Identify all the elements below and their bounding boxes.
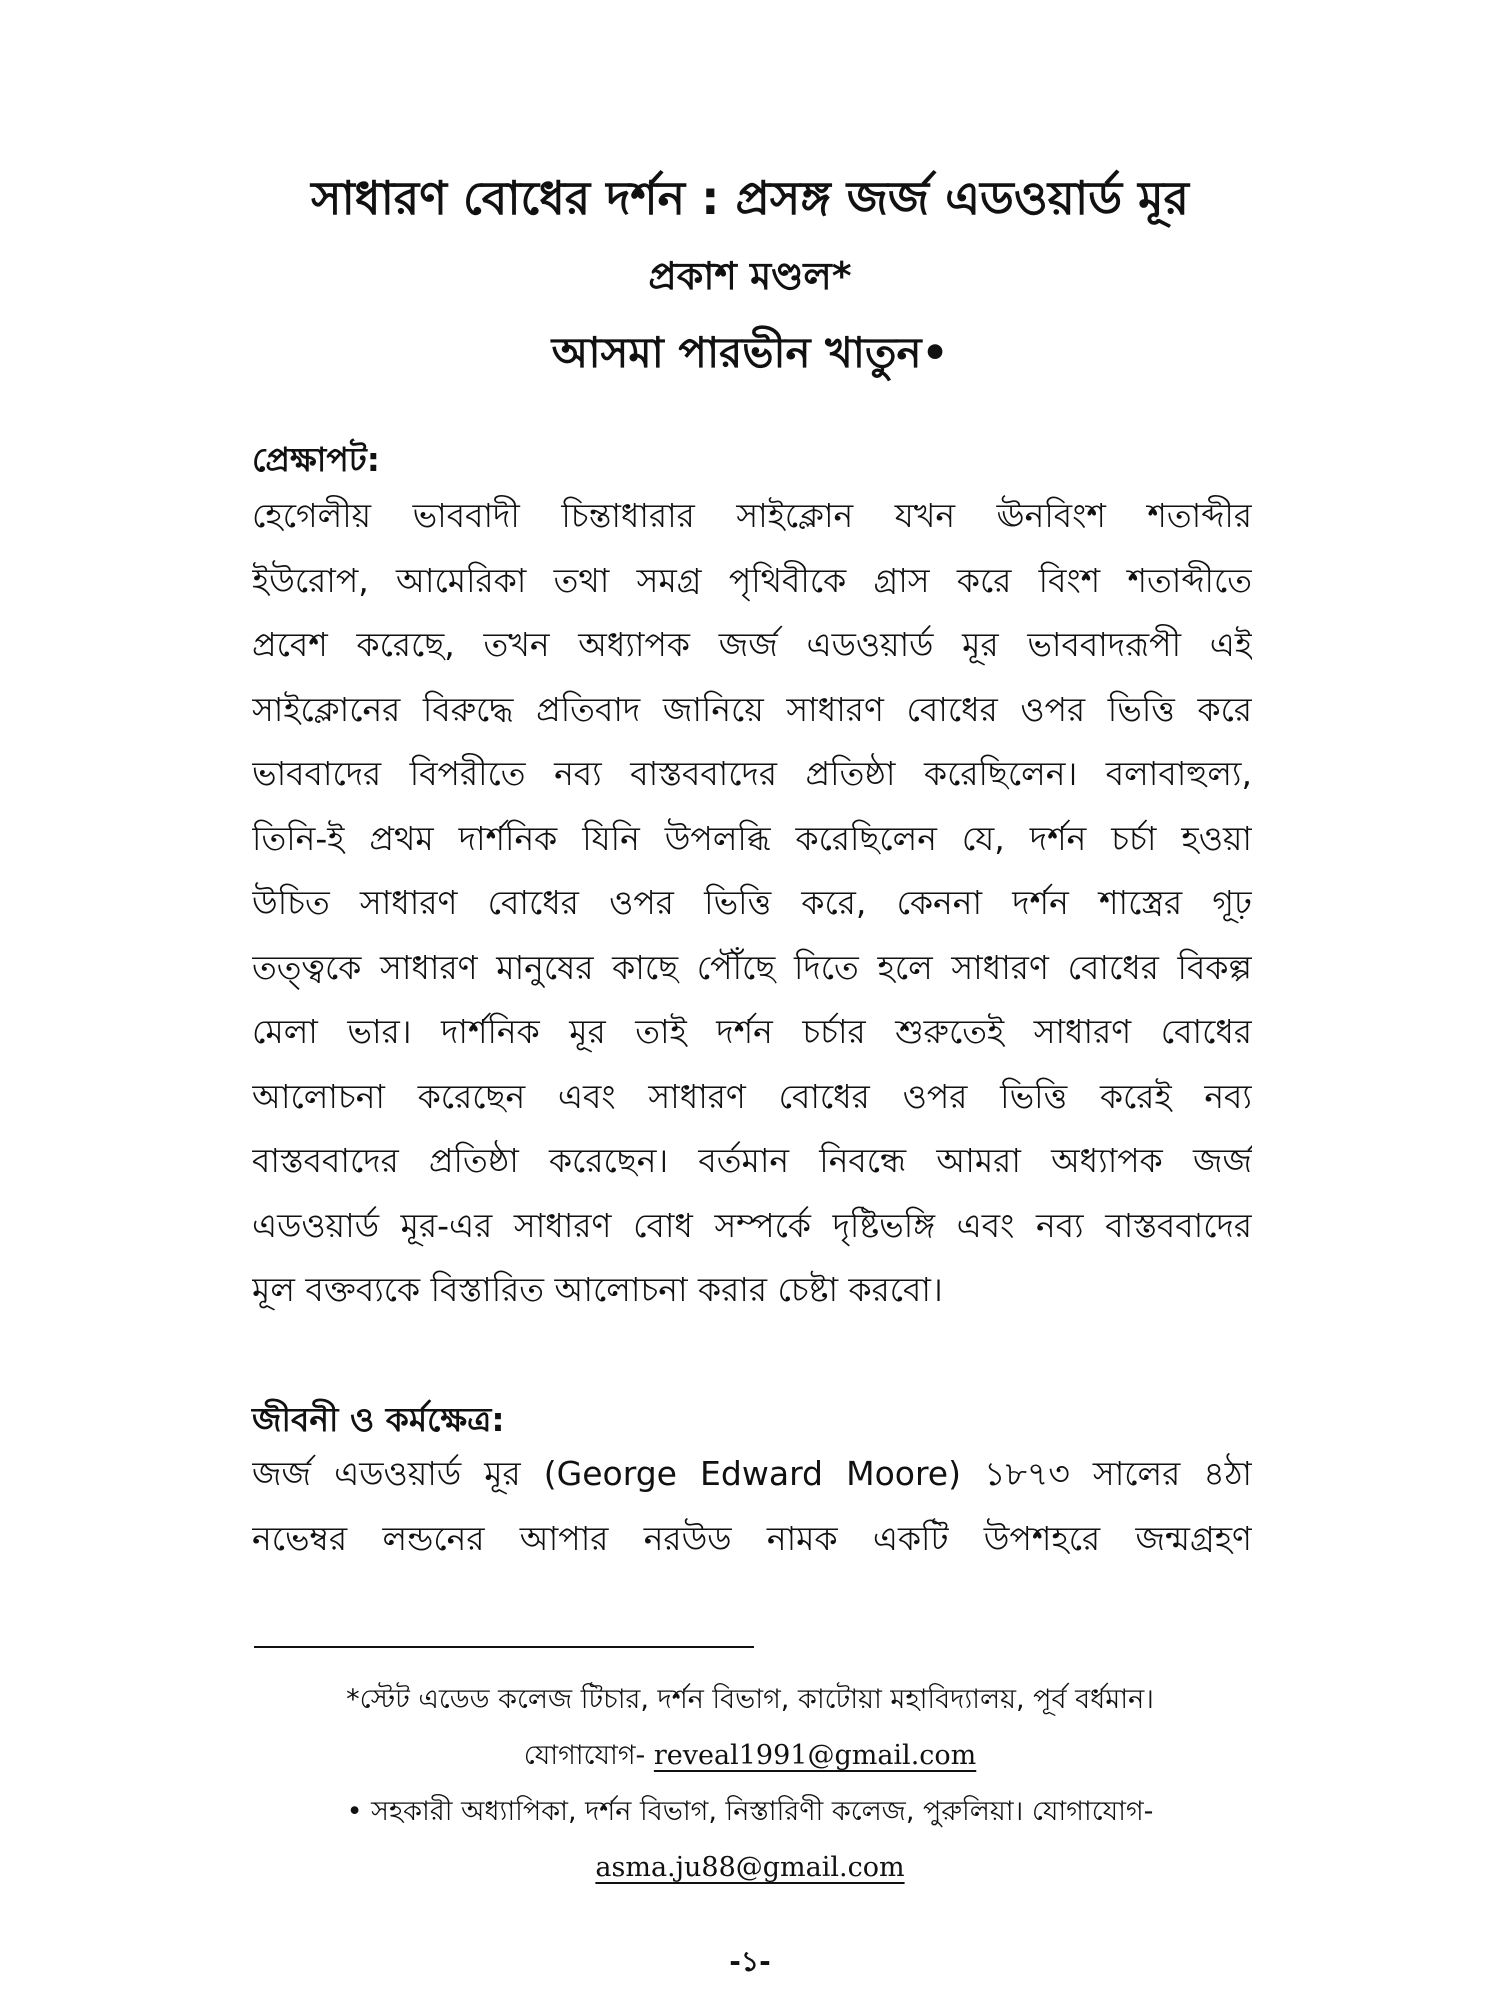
page-number: -১- <box>729 1945 771 1978</box>
paragraph-line: ভাববাদের বিপরীতে নব্য বাস্তববাদের প্রতিষ্ঠা করেছিলেন। বলাবাহুল্য, <box>252 754 1252 793</box>
paragraph-line: সাইক্লোনের বিরুদ্ধে প্রতিবাদ জানিয়ে সাধারণ বোধের ওপর ভিত্তি করে <box>252 689 1252 729</box>
footnote-divider <box>254 1646 754 1648</box>
author-name-2: আসমা পারভীন খাতুন• <box>551 328 949 377</box>
paragraph-line: ইউরোপ, আমেরিকা তথা সমগ্র পৃথিবীকে গ্রাস করে বিংশ শতাব্দীতে <box>252 560 1252 600</box>
biography-paragraph <box>252 1442 1252 1571</box>
paragraph-line: তিনি-ই প্রথম দার্শনিক যিনি উপলব্ধি করেছিলেন যে, দর্শন চর্চা হওয়া <box>252 818 1252 858</box>
background-paragraph <box>252 484 1252 1323</box>
article-title: সাধারণ বোধের দর্শন : প্রসঙ্গ জর্জ এডওয়ার্ড মূর <box>311 171 1189 225</box>
paragraph-line: উচিত সাধারণ বোধের ওপর ভিত্তি করে, কেননা দর্শন শাস্ত্রের গূঢ় <box>252 883 1252 922</box>
paragraph-line: বাস্তববাদের প্রতিষ্ঠা করেছেন। বর্তমান নিবন্ধে আমরা অধ্যাপক জর্জ <box>252 1141 1252 1180</box>
paragraph-line: মূল বক্তব্যকে বিস্তারিত আলোচনা করার চেষ্টা করবো। <box>252 1270 943 1309</box>
paragraph-line: নভেম্বর লন্ডনের আপার নরউড নামক একটি উপশহরে জন্মগ্রহণ <box>252 1518 1252 1558</box>
footnote-2-affiliation: • সহকারী অধ্যাপিকা, দর্শন বিভাগ, নিস্তারিণী কলেজ, পুরুলিয়া। যোগাযোগ- <box>346 1796 1154 1827</box>
footnote-1-affiliation: *স্টেট এডেড কলেজ টিচার, দর্শন বিভাগ, কাটোয়া মহাবিদ্যালয়, পূর্ব বর্ধমান। <box>346 1684 1154 1715</box>
paragraph-line: তত্ত্বকে সাধারণ মানুষের কাছে পৌঁছে দিতে হলে সাধারণ বোধের বিকল্প <box>252 947 1252 987</box>
footnote-2-contact <box>240 1848 1260 1888</box>
footnote-1-email-link[interactable]: reveal1991@gmail.com <box>653 1740 977 1771</box>
paragraph-line: মেলা ভার। দার্শনিক মূর তাই দর্শন চর্চার শুরুতেই সাধারণ বোধের <box>252 1012 1252 1051</box>
section-heading-background: প্রেক্ষাপট: <box>252 440 380 479</box>
paragraph-line: এডওয়ার্ড মূর-এর সাধারণ বোধ সম্পর্কে দৃষ্টিভঙ্গি এবং নব্য বাস্তববাদের <box>252 1205 1252 1245</box>
footnote-2-email-link[interactable]: asma.ju88@gmail.com <box>595 1852 905 1883</box>
section-heading-biography: জীবনী ও কর্মক্ষেত্র: <box>252 1400 505 1439</box>
paragraph-line: হেগেলীয় ভাববাদী চিন্তাধারার সাইক্লোন যখন ঊনবিংশ শতাব্দীর <box>252 496 1252 535</box>
footnote-1-contact-label: যোগাযোগ- <box>523 1740 646 1771</box>
author-name-1: প্রকাশ মণ্ডল* <box>648 254 852 298</box>
paragraph-line: প্রবেশ করেছে, তখন অধ্যাপক জর্জ এডওয়ার্ড মূর ভাববাদরূপী এই <box>252 625 1252 664</box>
paragraph-line: আলোচনা করেছেন এবং সাধারণ বোধের ওপর ভিত্তি করেই নব্য <box>252 1076 1252 1116</box>
paragraph-line: জর্জ এডওয়ার্ড মূর (George Edward Moore) ১৮৭৩ সালের ৪ঠা <box>252 1454 1252 1493</box>
footnote-1-contact <box>240 1736 1260 1776</box>
